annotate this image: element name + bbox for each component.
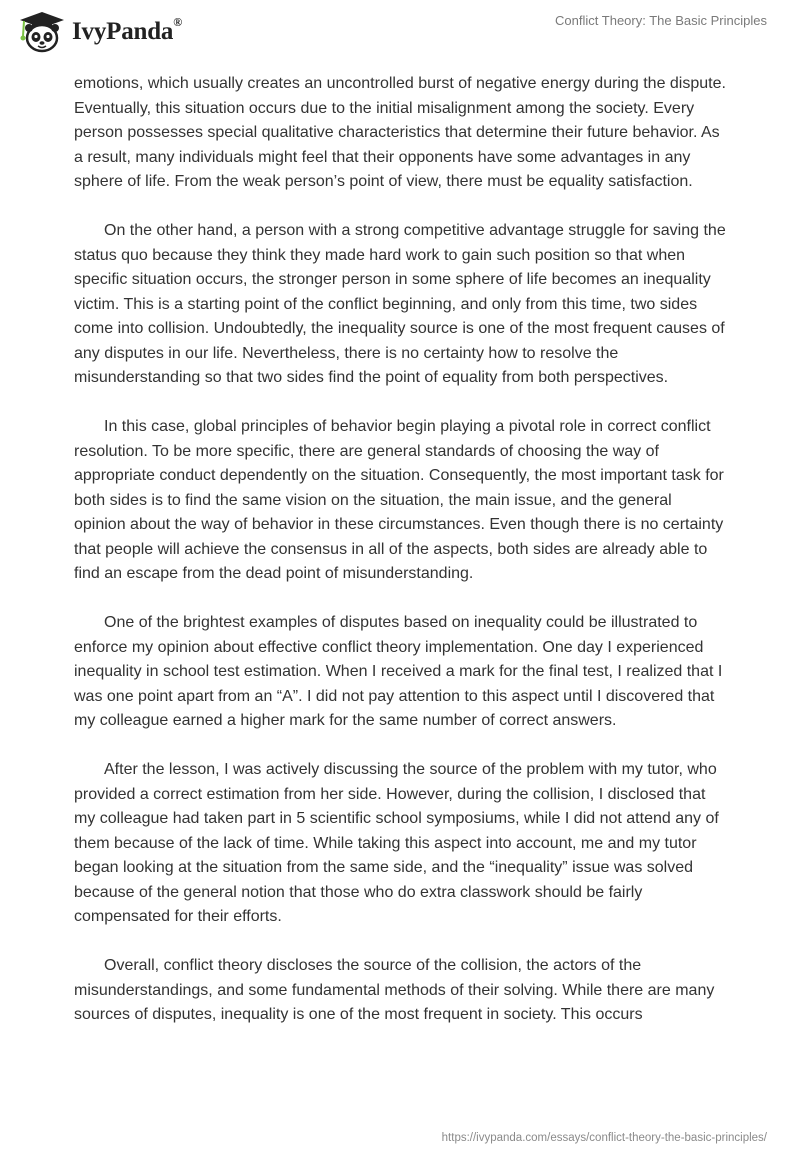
paragraph: In this case, global principles of behavior begin playing a pivotal role in correct conflict resolution. To be more specific, there are general standards of choosing the way of appropriate conduct dependently on the situation. Consequently, the most important task for both sides is to find the same vision on the situation, the main issue, and the general opinion about the way of behavior in these circumstances. Even though there is no certainty that people will achieve the consensus in all of the aspects, both sides are already able to find an escape from the dead point of misunderstanding. [74,418,724,582]
paragraph: emotions, which usually creates an uncontrolled burst of negative energy during the dispute. Eventually, this situation occurs due to the initial misalignment among the society. Every person possesses special qualitative characteristics that determine their future behavior. As a result, many individuals might feel that their opponents have some advantages in any sphere of life. From the weak person’s point of view, there must be equality satisfaction. [74,75,726,190]
paragraph: After the lesson, I was actively discussing the source of the problem with my tutor, who provided a correct estimation from her side. However, during the collision, I disclosed that my colleague had taken part in 5 scientific school symposiums, while I did not attend any of them because of the lack of time. While taking this aspect into account, me and my tutor began looking at the situation from the same side, and the “inequality” issue was solved because of the general notion that those who do extra classwork should be fairly compensated for their efforts. [74,761,719,925]
panda-graduation-cap-icon [14,10,70,54]
page-header [0,0,800,72]
brand-name: IvyPanda® [72,15,182,45]
paragraph: Overall, conflict theory discloses the source of the collision, the actors of the misunderstandings, and some fundamental methods of their solving. While there are many sources of disputes, inequality is one of the most frequent in society. This occurs [74,957,715,1023]
registered-mark: ® [173,15,182,29]
paragraph: One of the brightest examples of disputes based on inequality could be illustrated to enforce my opinion about effective conflict theory implementation. One day I experienced inequality in school test estimation. When I received a mark for the final test, I realized that I was one point apart from an “A”. I did not pay attention to this aspect until I discovered that my colleague earned a higher mark for the same number of correct answers. [74,614,723,729]
source-url[interactable]: https://ivypanda.com/essays/conflict-theory-the-basic-principles/ [441,1132,767,1144]
paragraph: On the other hand, a person with a strong competitive advantage struggle for saving the status quo because they think they made hard work to gain such position so that when specific situation occurs, the stronger person in some sphere of life becomes an inequality victim. This is a starting point of the conflict beginning, and only from this time, two sides come into collision. Undoubtedly, the inequality source is one of the most frequent causes of any disputes in our life. Nevertheless, there is no certainty how to resolve the misunderstanding so that two sides find the point of equality from both perspectives. [74,222,726,386]
essay-body [74,72,726,1052]
document-title: Conflict Theory: The Basic Principles [555,13,767,28]
ivypanda-logo[interactable] [14,10,194,54]
